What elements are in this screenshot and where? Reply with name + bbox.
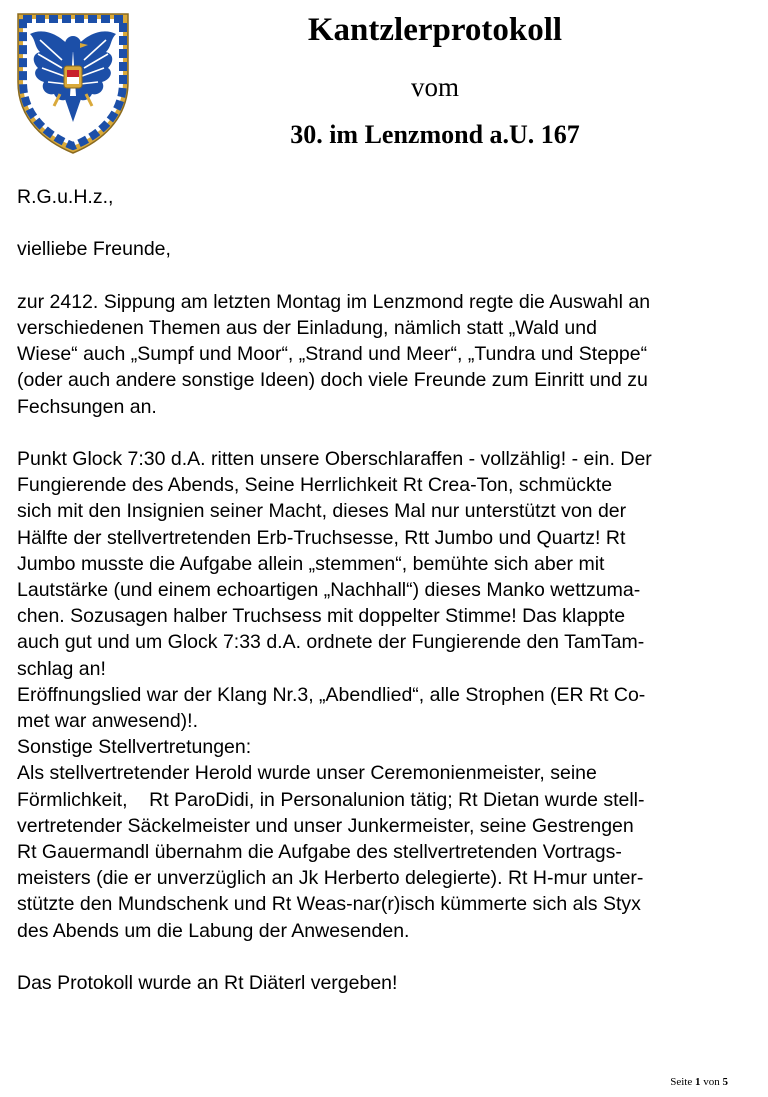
text-line: meisters (die er unverzüglich an Jk Herberto delegierte). Rt H-mur unter- [17, 867, 644, 890]
text-line: Sonstige Stellvertretungen: [17, 736, 252, 759]
text-line: des Abends um die Labung der Anwesenden. [17, 919, 410, 942]
text-line: (oder auch andere sonstige Ideen) doch viele Freunde zum Einritt und zu [17, 369, 648, 392]
document-title: Kantzlerprotokoll [307, 12, 563, 48]
paragraph-intro [17, 289, 729, 420]
title-vom: vom [410, 72, 459, 102]
text-line: Wiese“ auch „Sumpf und Moor“, „Strand und Meer“, „Tundra und Steppe“ [17, 343, 648, 366]
text-line: chen. Sozusagen halber Truchsess mit doppelter Stimme! Das klappte [17, 605, 626, 628]
document-date: 30. im Lenzmond a.U. 167 [290, 120, 580, 149]
footer-total-pages: 5 [722, 1076, 728, 1088]
text-line: met war anwesend)!. [17, 710, 198, 733]
text-line: Als stellvertretender Herold wurde unser Ceremonienmeister, seine [17, 762, 597, 785]
text-line: auch gut und um Glock 7:33 d.A. ordnete der Fungierende den TamTam- [17, 631, 645, 654]
text-line: Fechsungen an. [17, 395, 157, 418]
text-line: Punkt Glock 7:30 d.A. ritten unsere Oberschlaraffen - vollzählig! - ein. Der [17, 447, 652, 470]
eagle-coat-of-arms-icon [14, 10, 132, 156]
text-line: Jumbo musste die Aufgabe allein „stemmen“, bemühte sich aber mit [17, 552, 605, 575]
footer-von-label: von [703, 1076, 720, 1088]
footer-current-page: 1 [695, 1076, 701, 1088]
salutation: vielliebe Freunde, [17, 238, 171, 261]
text-line: vertretender Säckelmeister und unser Junkermeister, seine Gestrengen [17, 814, 634, 837]
text-line: verschiedenen Themen aus der Einladung, nämlich statt „Wald und [17, 316, 597, 339]
text-line: schlag an! [17, 657, 106, 680]
text-line: Rt Gauermandl übernahm die Aufgabe des stellvertretenden Vortrags- [17, 841, 622, 864]
paragraph-main [17, 446, 729, 944]
text-line: sich mit den Insignien seiner Macht, dieses Mal nur unterstützt von der [17, 500, 627, 523]
text-line: zur 2412. Sippung am letzten Montag im Lenzmond regte die Auswahl an [17, 290, 651, 313]
greeting: R.G.u.H.z., [17, 186, 114, 208]
text-line: Eröffnungslied war der Klang Nr.3, „Abendlied“, alle Strophen (ER Rt Co- [17, 683, 646, 706]
text-line: Förmlichkeit, Rt ParoDidi, in Personalunion tätig; Rt Dietan wurde stell- [17, 788, 645, 811]
closing-line: Das Protokoll wurde an Rt Diäterl vergeben! [17, 972, 398, 995]
page-footer [670, 1076, 728, 1088]
protocol-body [17, 184, 729, 996]
footer-seite-label: Seite [670, 1076, 693, 1088]
text-line: stützte den Mundschenk und Rt Weas-nar(r)isch kümmerte sich als Styx [17, 893, 641, 916]
text-line: Hälfte der stellvertretenden Erb-Truchsesse, Rtt Jumbo und Quartz! Rt [17, 526, 626, 549]
text-line: Lautstärke (und einem echoartigen „Nachhall“) dieses Manko wettzuma- [17, 579, 641, 601]
text-line: Fungierende des Abends, Seine Herrlichkeit Rt Crea-Ton, schmückte [17, 474, 613, 497]
